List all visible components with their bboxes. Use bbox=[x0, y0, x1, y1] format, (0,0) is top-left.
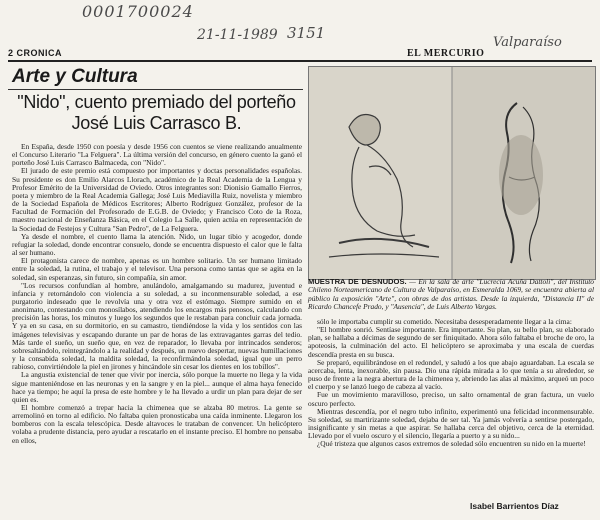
paragraph: Se preparó, equilibrándose en el redondel, y saludó a los que abajo aguardaban. La escala se acercaba, lenta, inexorable, sin pausa. Dio una rápida mirada a lo que tenía a su alrededor, se puso de frente a la negra abertura de la chimenea y, abriendo las alas al máximo, arqueó un poco el cuerpo y se lanzó luego de cabeza al vacío. bbox=[308, 357, 594, 392]
article-right-column bbox=[308, 318, 594, 488]
paragraph: El protagonista carece de nombre, apenas es un hombre solitario. Un ser humano limitado entre la soledad, la rutina, el trabajo y el televisor. Una persona como tantas que se agita en la soledad, sin esperanzas, sin futuro, sin compañía, sin amor. bbox=[12, 256, 302, 282]
paragraph: El jurado de este premio está compuesto por importantes y doctas personalidades españolas. Su presidente es don Emilio Alarcos Llorach, académico de la Real Academia de la Lengua y Profesor Emérito de la Universidad de Oviedo. Otros integrantes son: Dionisio Gamallo Fierros, poeta y miembro de la Real Academia Gallega; José Luis Mediavilla Ruiz, novelista y miembro de la Sociedad Española de Médicos Escritores; Alberto Rodríguez González, profesor de la Facultad de Formación del Profesorado de E.G.B. de Oviedo; y Francisco Coto de la Roza, maestro nacional de Enseñanza Básica, en el Colegio La Salle, quien actúa en representación de la Sociedad de Festejos y Cultura "San Pedro", de La Felguera. bbox=[12, 166, 302, 233]
paragraph: sólo le importaba cumplir su cometido. Necesitaba desesperadamente llegar a la cima: bbox=[317, 318, 572, 326]
page-section-label: 2 CRONICA bbox=[8, 48, 63, 58]
headline: "Nido", cuento premiado del porteño José Luis Carrasco B. bbox=[17, 92, 296, 133]
paragraph: "El hombre sonrió. Sentíase importante. Era importante. Su plan, su bello plan, su elaborado plan, se hallaba a décimas de segundo de ser finiquitado. Ahora sólo faltaba el broche de oro, la apoteosis, la culminación del acto. El helicóptero se aproximaba y una escala de cuerdas descendía presta en su busca. bbox=[308, 325, 594, 359]
nude-drawings-illustration bbox=[309, 67, 595, 279]
photo-caption bbox=[308, 278, 594, 312]
caption-text: — En la sala de arte "Lucrecia Acuña Dattoli", del Instituto Chileno Norteamericano de Cultura de Valparaíso, en Esmeralda 1069, se encuentra abierta al público la exposición "Arte", con obras de dos artistas. Desde la izquierda, "Distancia II" de Ricardo Chancefe Prado, y "Ausencia", de Luis Alberto Vargas. bbox=[308, 277, 594, 312]
section-title: Arte y Cultura bbox=[12, 66, 138, 87]
artwork-photos bbox=[308, 66, 596, 280]
article-left-column bbox=[12, 143, 302, 518]
caption-lead: MUESTRA DE DESNUDOS. bbox=[308, 277, 407, 286]
author-byline: Isabel Barrientos Díaz bbox=[470, 501, 559, 511]
section-rule bbox=[8, 89, 303, 90]
header-rule bbox=[8, 60, 592, 62]
paragraph: Fue un movimiento maravilloso, preciso, un salto ornamental de gran factura, un vuelo oscuro perfecto. bbox=[308, 390, 594, 408]
newspaper-name: EL MERCURIO bbox=[407, 48, 485, 59]
paragraph: Mientras descendía, por el negro tubo infinito, experimentó una felicidad inconmensurable. Su soledad, su martirizante soledad, dejaba de ser tal. Ya jamás volvería a sentirse postergado, insignificante y sin metas a que aspirar. Se hallaba cerca del objetivo, cerca de la eternidad. Llevado por el vuelo oscuro y el silencio, llegaría a puerto y a su nido... bbox=[308, 406, 594, 441]
handwritten-number: 3151 bbox=[287, 24, 326, 42]
paragraph: El hombre comenzó a trepar hacia la chimenea que se alzaba 80 metros. La gente se arremolinó en torno al edificio. No faltaba quien pronosticaba una caída inminente. Llegaron los bomberos con la escala telescópica. Desde altavoces le trataban de convencer. Un helicóptero volaba a prudente distancia, pero ayudar a rescatarlo en el instante preciso. El hombre no pensaba en ellos, bbox=[12, 403, 302, 445]
paragraph: La angustia existencial de tener que vivir por inercia, sólo porque la muerte no llega y la vida sigue manteniéndose en las neuronas y en la sangre y en la piel... aunque el alma haya fenecido hace ya tiempo; he aquí la presa de este hombre y le ha llevado a urdir un plan para dejar de ser quien es. bbox=[12, 370, 302, 404]
paragraph: Ya desde el nombre, el cuento llama la atención. Nido, un lugar tibio y acogedor, donde refugiar la soledad, donde encontrar consuelo, donde se encuentra dispuesto el calor que le falta al ser humano. bbox=[12, 231, 302, 258]
handwritten-place: Valparaíso bbox=[493, 35, 562, 50]
paragraph: ¿Qué tristeza que algunos casos extremos de soledad sólo encuentren su nido en la muerte! bbox=[317, 439, 586, 449]
paragraph: "Los recursos confundían al hombre, anulándolo, amalgamando su madurez, juventud e infancia y retornándolo con violencia a su soledad, a su inconmensurable soledad, a ese purgatorio indeseado que le revolvía una y otra vez el estómago. Siempre sumido en el anonimato, contestando con monosílabos, atendiendo los encargos más penosos, calculando con precisión las horas, los minutos y luego los segundos que le restaban para concluir cada jornada. Y ya en su casa, en su dormitorio, en su camastro, tiendiéndose la vida y los sentidos con las imágenes televisivas y escapando durante un par de horas de las extravagantes garras del tedio. Más tarde el sueño, un sueño que, en vez de reparador, lo llevaba por intrincados senderos; sobresaltándolo, reintegrándolo a la realidad y después, un nuevo despertar, nuevas humillaciones y la consabida soledad, la maldita soledad, la reconfirmándola soledad, igual que un perro rabioso, convirtiéndole la piel en jirones y hincándole sin cesar los dientes en los tobillos". bbox=[12, 280, 302, 372]
handwritten-date: 21-11-1989 bbox=[197, 27, 278, 43]
paragraph: En España, desde 1950 con poesía y desde 1956 con cuentos se viene realizando anualmente el Concurso Literario "La Felguera". La última versión del concurso, en género cuento la ganó el porteño José Luis Carrasco Balmaceda, con "Nido". bbox=[12, 143, 302, 168]
handwritten-code: 0001700024 bbox=[82, 2, 194, 21]
